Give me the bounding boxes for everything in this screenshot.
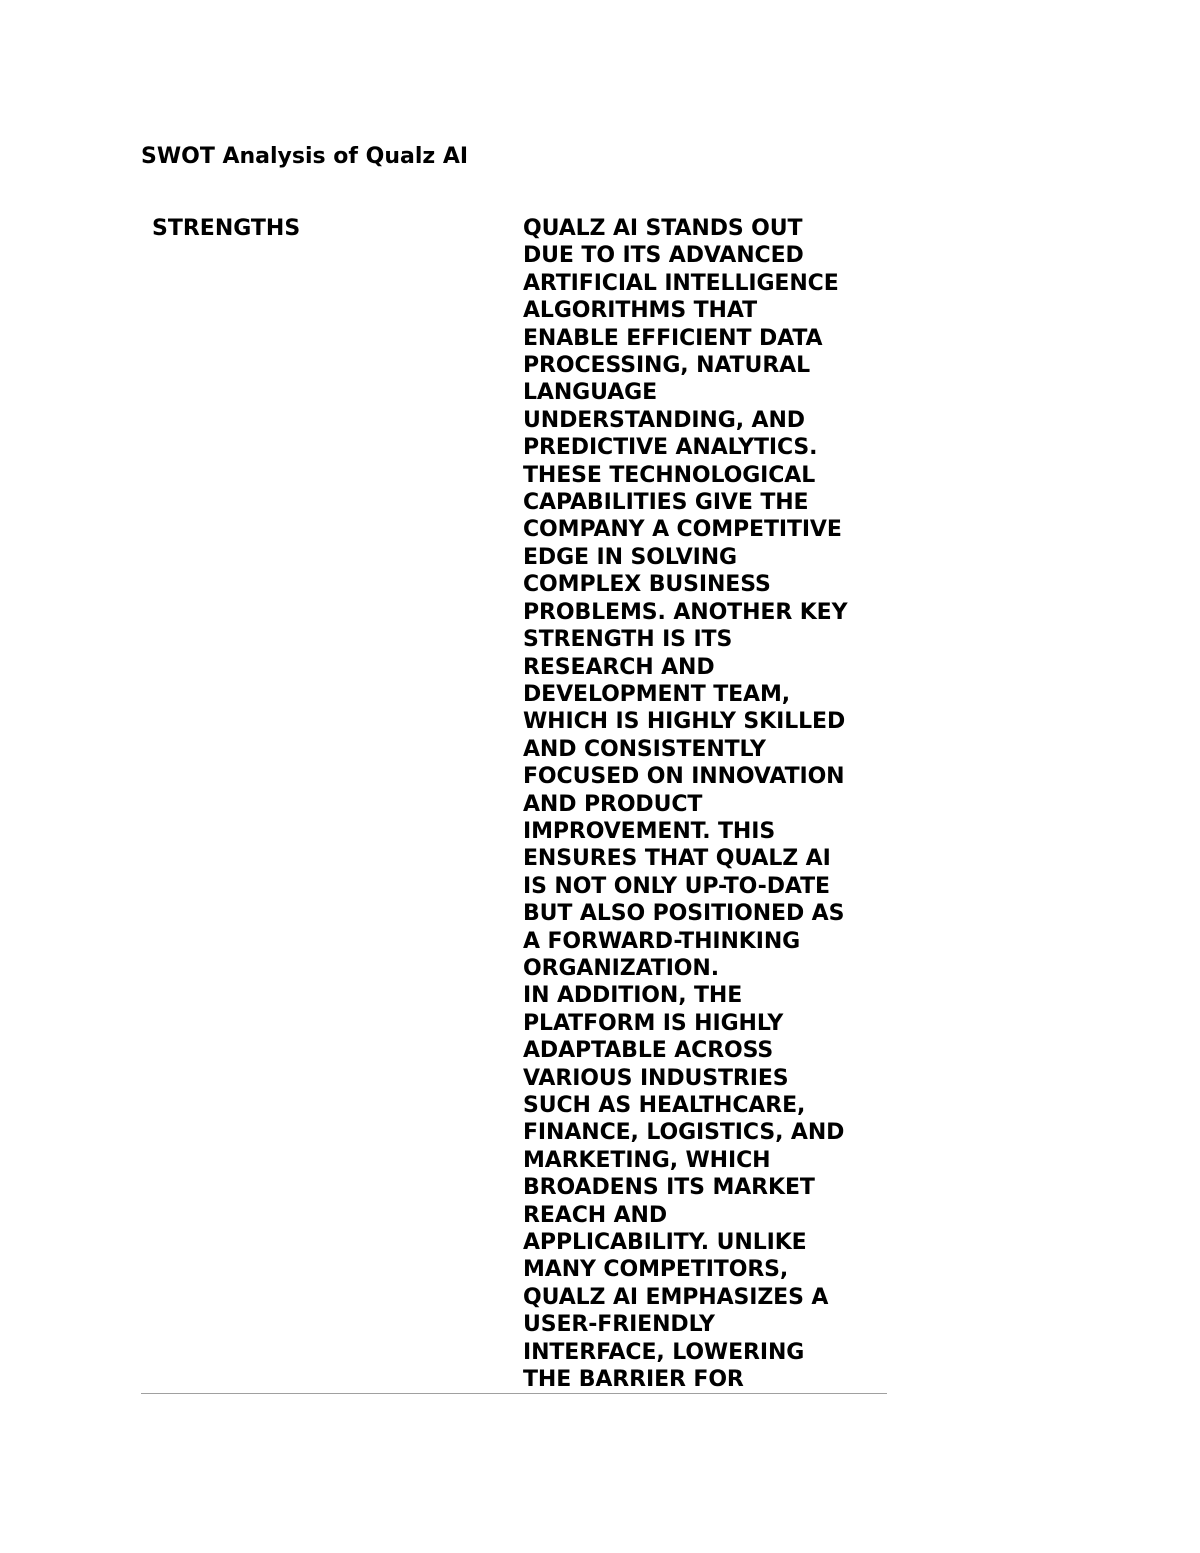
description-line: MANY COMPETITORS, <box>523 1257 789 1283</box>
description-line: REACH AND <box>523 1202 668 1228</box>
description-line: AND CONSISTENTLY <box>523 736 766 762</box>
description-line: VARIOUS INDUSTRIES <box>523 1065 789 1091</box>
swot-table <box>141 213 887 1394</box>
document-title: SWOT Analysis of Qualz AI <box>141 144 469 169</box>
description-line: A FORWARD-THINKING <box>523 928 801 954</box>
swot-row-description <box>511 213 887 1393</box>
description-line: RESEARCH AND <box>523 654 715 680</box>
description-line: PLATFORM IS HIGHLY <box>523 1010 784 1036</box>
swot-row-label: STRENGTHS <box>152 216 301 241</box>
description-line: BROADENS ITS MARKET <box>523 1175 815 1201</box>
description-line: MARKETING, WHICH <box>523 1147 771 1173</box>
description-line: COMPANY A COMPETITIVE <box>523 517 842 543</box>
description-line: AND PRODUCT <box>523 791 703 817</box>
description-line: PROCESSING, NATURAL <box>523 353 811 379</box>
description-line: UNDERSTANDING, AND <box>523 407 805 433</box>
description-line: STRENGTH IS ITS <box>523 627 733 653</box>
description-line: PREDICTIVE ANALYTICS. <box>523 435 818 461</box>
description-line: ADAPTABLE ACROSS <box>523 1038 774 1064</box>
description-line: QUALZ AI EMPHASIZES A <box>523 1284 829 1310</box>
description-line: IS NOT ONLY UP-TO-DATE <box>523 873 830 899</box>
description-line: DUE TO ITS ADVANCED <box>523 243 804 269</box>
description-line: USER-FRIENDLY <box>523 1312 715 1338</box>
description-line: CAPABILITIES GIVE THE <box>523 490 809 516</box>
description-line: THESE TECHNOLOGICAL <box>523 462 816 488</box>
description-line: FOCUSED ON INNOVATION <box>523 764 845 790</box>
description-line: ENABLE EFFICIENT DATA <box>523 325 823 351</box>
description-line: FINANCE, LOGISTICS, AND <box>523 1120 845 1146</box>
description-line: WHICH IS HIGHLY SKILLED <box>523 709 846 735</box>
description-line: ALGORITHMS THAT <box>523 298 757 324</box>
description-line: IN ADDITION, THE <box>523 983 743 1009</box>
description-line: BUT ALSO POSITIONED AS <box>523 901 845 927</box>
description-line: ARTIFICIAL INTELLIGENCE <box>523 270 839 296</box>
description-line: ORGANIZATION. <box>523 955 719 981</box>
description-line: EDGE IN SOLVING <box>523 544 738 570</box>
description-line: LANGUAGE <box>523 380 658 406</box>
description-line: DEVELOPMENT TEAM, <box>523 681 791 707</box>
description-line: PROBLEMS. ANOTHER KEY <box>523 599 848 625</box>
description-line: APPLICABILITY. UNLIKE <box>523 1230 807 1256</box>
description-line: INTERFACE, LOWERING <box>523 1339 805 1365</box>
description-line: ENSURES THAT QUALZ AI <box>523 846 831 872</box>
description-line: THE BARRIER FOR <box>523 1367 744 1393</box>
description-line: IMPROVEMENT. THIS <box>523 818 776 844</box>
swot-row-strengths <box>141 213 887 1393</box>
description-line: SUCH AS HEALTHCARE, <box>523 1093 806 1118</box>
description-line: COMPLEX BUSINESS <box>523 572 771 598</box>
description-line: QUALZ AI STANDS OUT <box>523 216 803 241</box>
